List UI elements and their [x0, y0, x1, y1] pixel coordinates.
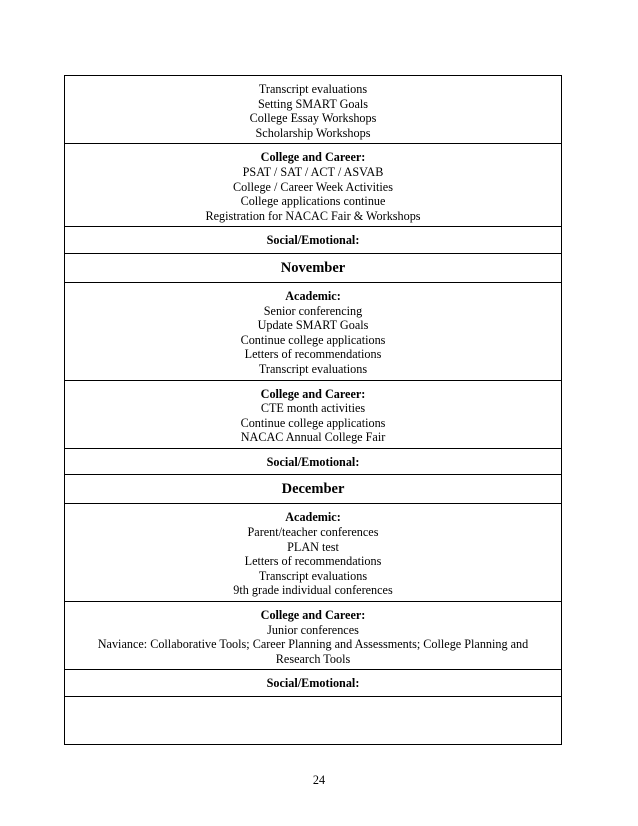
month-heading: November: [65, 254, 561, 283]
activity-item: 9th grade individual conferences: [233, 583, 393, 598]
section-heading: Social/Emotional:: [266, 454, 360, 469]
empty-row: [65, 697, 561, 744]
activity-item: NACAC Annual College Fair: [240, 430, 386, 445]
activity-item: College applications continue: [240, 194, 386, 209]
section-heading: Academic:: [285, 510, 341, 525]
activity-item: College Essay Workshops: [249, 111, 377, 126]
section-heading: Social/Emotional:: [266, 233, 360, 248]
activity-item: Letters of recommendations: [244, 347, 382, 362]
activity-item: Senior conferencing: [263, 303, 363, 318]
section-heading: College and Career:: [260, 608, 366, 623]
page-number: 24: [312, 773, 326, 787]
section-heading: College and Career:: [260, 386, 366, 401]
activity-item: PSAT / SAT / ACT / ASVAB: [242, 164, 384, 179]
section-row: [65, 283, 561, 381]
activity-item: Continue college applications: [240, 415, 386, 430]
section-heading: Social/Emotional:: [266, 676, 360, 691]
section-row: [65, 602, 561, 670]
activity-item: Letters of recommendations: [244, 554, 382, 569]
activity-item: Continue college applications: [240, 332, 386, 347]
activity-item: Junior conferences: [267, 622, 359, 637]
activity-item: PLAN test: [287, 539, 339, 554]
activity-item: Transcript evaluations: [258, 82, 368, 96]
section-heading: College and Career:: [260, 150, 366, 165]
social-emotional-row: [65, 227, 561, 254]
section-heading: Academic:: [285, 288, 341, 303]
activity-item: Transcript evaluations: [258, 361, 368, 376]
month-heading: December: [65, 475, 561, 504]
activity-item: Registration for NACAC Fair & Workshops: [205, 208, 421, 223]
activity-item: Parent/teacher conferences: [247, 525, 379, 540]
activity-item: Research Tools: [275, 651, 351, 666]
section-row: [65, 504, 561, 602]
section-row: [65, 76, 561, 144]
calendar-table: [64, 75, 562, 745]
activity-item: CTE month activities: [260, 401, 366, 416]
social-emotional-row: [65, 449, 561, 476]
section-row: [65, 144, 561, 227]
activity-item: Update SMART Goals: [257, 318, 369, 333]
activity-item: Scholarship Workshops: [255, 125, 371, 140]
activity-item: Transcript evaluations: [258, 568, 368, 583]
section-row: [65, 381, 561, 449]
activity-item: Naviance: Collaborative Tools; Career Planning and Assessments; College Planning and: [97, 637, 529, 652]
social-emotional-row: [65, 670, 561, 697]
activity-item: College / Career Week Activities: [233, 179, 393, 194]
activity-item: Setting SMART Goals: [257, 96, 369, 111]
